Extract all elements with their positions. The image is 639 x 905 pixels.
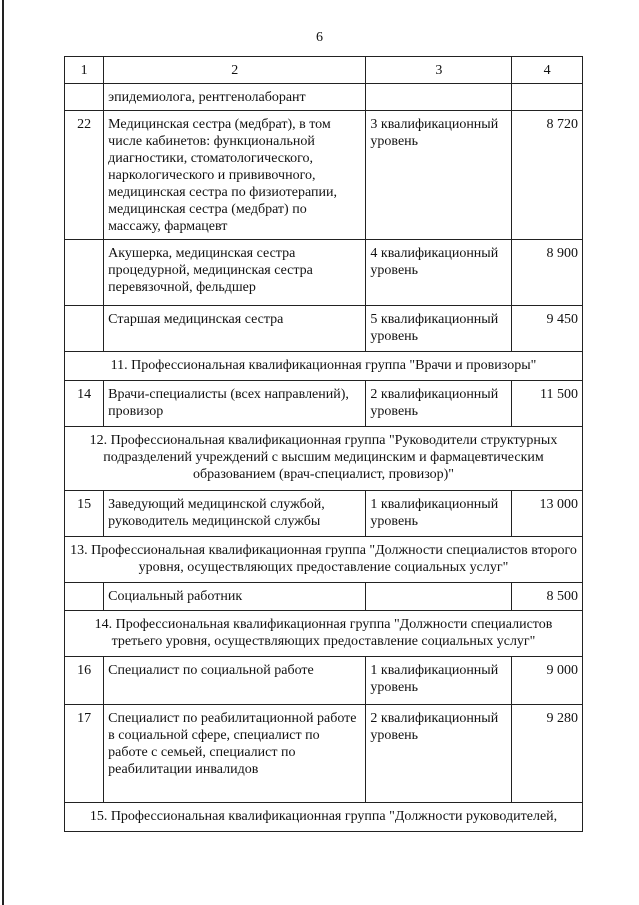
table-row <box>65 240 583 306</box>
qualification-salary-table <box>64 56 583 832</box>
header-cell-4: 4 <box>512 57 583 84</box>
table-row <box>65 491 583 537</box>
group-heading: 14. Профессиональная квалификационная группа "Должности специалистов третьего уровня, осуществляющих предоставление социальных услуг" <box>65 611 583 657</box>
table-row-continuation <box>65 84 583 111</box>
cell-level <box>366 583 512 611</box>
header-cell-2: 2 <box>104 57 366 84</box>
header-cell-3: 3 <box>366 57 512 84</box>
cell-position: Специалист по реабилитационной работе в социальной сфере, специалист по работе с семьей, специалист по реабилитации инвалидов <box>104 705 366 803</box>
cell-salary: 8 500 <box>512 583 583 611</box>
cell-position: Заведующий медицинской службой, руководитель медицинской службы <box>104 491 366 537</box>
table-row <box>65 583 583 611</box>
cell-position: Врачи-специалисты (всех направлений), провизор <box>104 381 366 427</box>
table-row <box>65 381 583 427</box>
cell-level: 4 квалификационный уровень <box>366 240 512 306</box>
cell-position: Специалист по социальной работе <box>104 657 366 705</box>
cell-level: 2 квалификационный уровень <box>366 381 512 427</box>
cell-num: 22 <box>65 111 104 240</box>
cell-position: Акушерка, медицинская сестра процедурной, медицинская сестра перевязочной, фельдшер <box>104 240 366 306</box>
cell-num <box>65 84 104 111</box>
group-heading: 12. Профессиональная квалификационная группа "Руководители структурных подразделений учреждений с высшим медицинским и фармацевтическим образованием (врач-специалист, провизор)" <box>65 427 583 491</box>
group-heading-row <box>65 352 583 381</box>
cell-salary: 8 900 <box>512 240 583 306</box>
cell-position: Медицинская сестра (медбрат), в том числе кабинетов: функциональной диагностики, стоматологического, наркологического и прививочного, медицинская сестра по физиотерапии, медицинская сестра (медбрат) по массажу, фармацевт <box>104 111 366 240</box>
group-heading-row <box>65 803 583 832</box>
cell-level <box>366 84 512 111</box>
cell-num <box>65 306 104 352</box>
cell-num <box>65 240 104 306</box>
cell-salary: 9 000 <box>512 657 583 705</box>
group-heading-row <box>65 427 583 491</box>
scan-left-edge <box>2 0 4 905</box>
cell-num: 17 <box>65 705 104 803</box>
page-number: 6 <box>316 30 323 45</box>
table-row <box>65 657 583 705</box>
cell-salary: 11 500 <box>512 381 583 427</box>
cell-num <box>65 583 104 611</box>
header-cell-1: 1 <box>65 57 104 84</box>
table-header-row <box>65 57 583 84</box>
cell-level: 2 квалификационный уровень <box>366 705 512 803</box>
cell-level: 3 квалификационный уровень <box>366 111 512 240</box>
group-heading: 13. Профессиональная квалификационная группа "Должности специалистов второго уровня, осуществляющих предоставление социальных услуг" <box>65 537 583 583</box>
cell-salary <box>512 84 583 111</box>
cell-position: Старшая медицинская сестра <box>104 306 366 352</box>
cell-salary: 9 280 <box>512 705 583 803</box>
group-heading: 11. Профессиональная квалификационная группа "Врачи и провизоры" <box>65 352 583 381</box>
cell-num: 15 <box>65 491 104 537</box>
cell-salary: 8 720 <box>512 111 583 240</box>
cell-level: 5 квалификационный уровень <box>366 306 512 352</box>
cell-salary: 13 000 <box>512 491 583 537</box>
cell-level: 1 квалификационный уровень <box>366 657 512 705</box>
cell-num: 16 <box>65 657 104 705</box>
cell-level: 1 квалификационный уровень <box>366 491 512 537</box>
cell-position: Социальный работник <box>104 583 366 611</box>
group-heading-row <box>65 611 583 657</box>
group-heading-row <box>65 537 583 583</box>
group-heading: 15. Профессиональная квалификационная группа "Должности руководителей, <box>65 803 583 832</box>
cell-position: эпидемиолога, рентгенолаборант <box>104 84 366 111</box>
table-row <box>65 111 583 240</box>
cell-salary: 9 450 <box>512 306 583 352</box>
table-row <box>65 306 583 352</box>
cell-num: 14 <box>65 381 104 427</box>
table-row <box>65 705 583 803</box>
